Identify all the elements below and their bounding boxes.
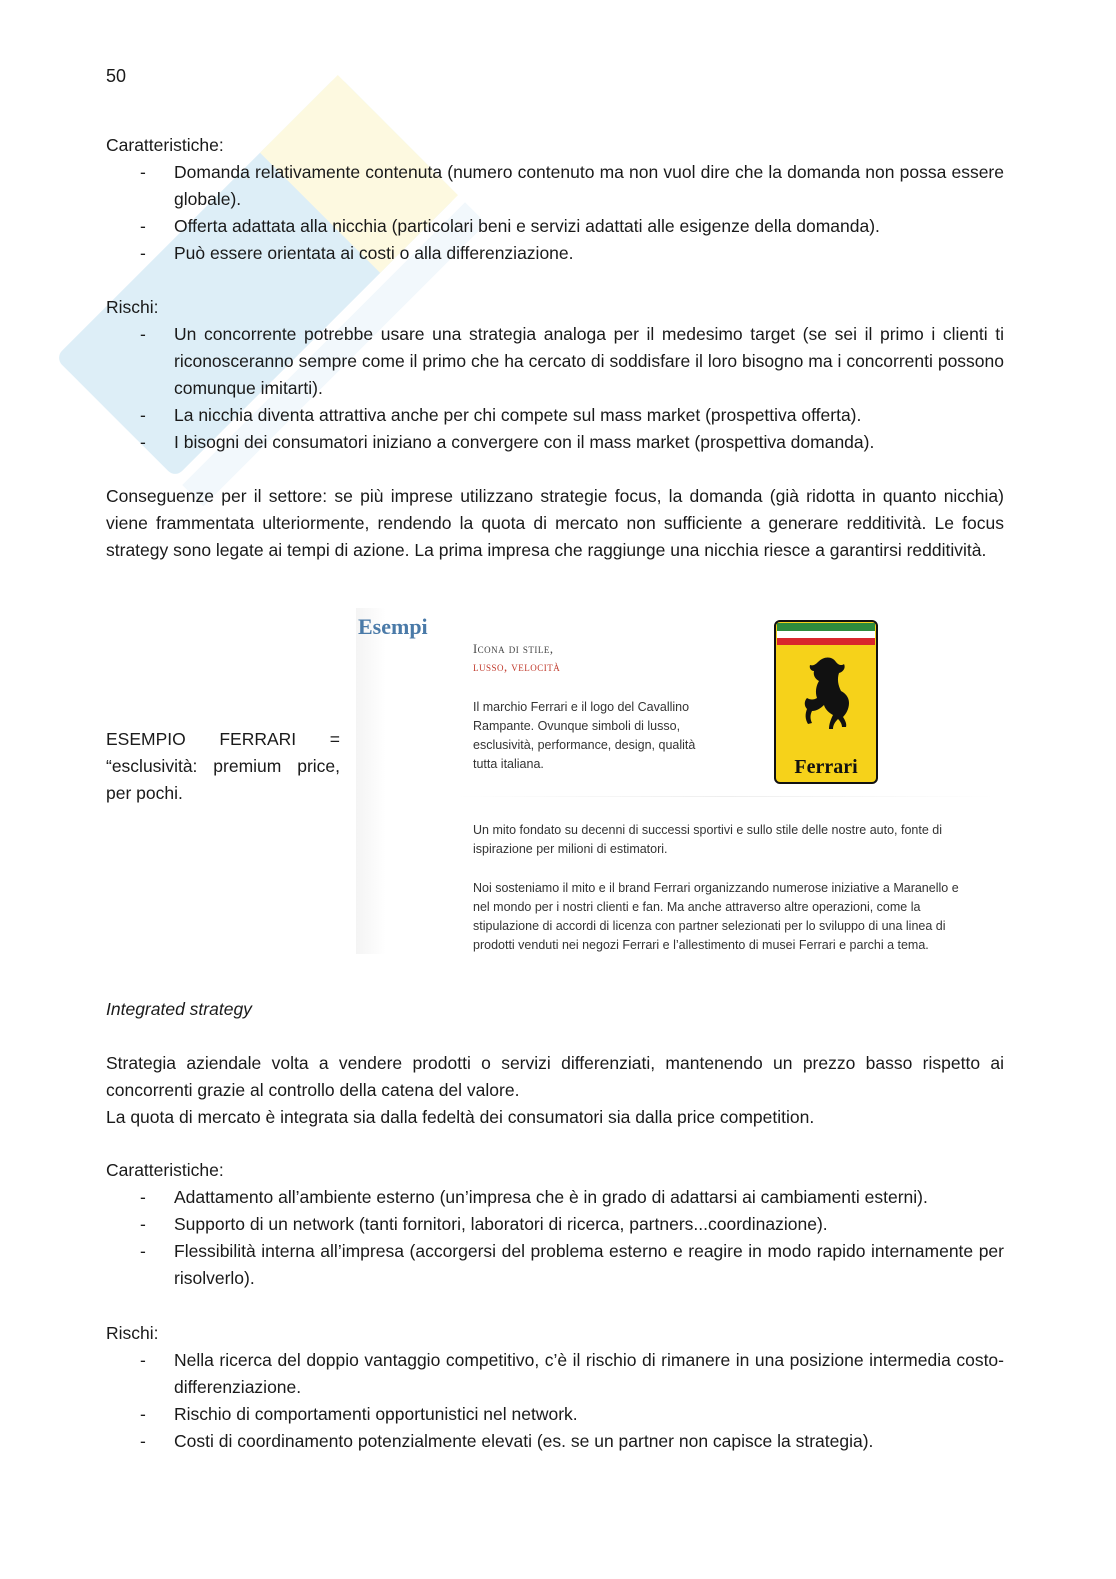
- focus-caratteristiche-heading: Caratteristiche:: [106, 135, 224, 155]
- integrated-strategy-title: Integrated strategy: [106, 999, 252, 1019]
- focus-rischi-heading: Rischi:: [106, 297, 159, 317]
- list-item: - Nella ricerca del doppio vantaggio competitivo, c’è il rischio di rimanere in una posizione intermedia costo-differenziazione.: [106, 1347, 1004, 1401]
- logo-text: Ferrari: [794, 756, 858, 778]
- panel-paragraph: Noi sosteniamo il mito e il brand Ferrari organizzando numerose iniziative a Maranello e nel mondo per i nostri clienti e fan. Ma anche attraverso altre operazioni, come la stipulazione di accordi di licenza con partner selezionati per lo sviluppo di una linea di prodotti venduti nei negozi Ferrari e l’allestimento di musei Ferrari e parchi a tema.: [473, 881, 959, 952]
- caption-word: ESEMPIO: [106, 729, 186, 749]
- integrated-caratteristiche-heading: Caratteristiche:: [106, 1160, 224, 1180]
- example-caption: [106, 726, 340, 807]
- conseguenze-paragraph: Conseguenze per il settore: se più imprese utilizzano strategie focus, la domanda (già ridotta in quanto nicchia) viene frammentata ulteriormente, rendendo la quota di mercato non sufficiente a generare redditività. Le focus strategy sono legate ai tempi di azione. La prima impresa che raggiunge una nicchia riesce a garantirsi redditività.: [106, 486, 1004, 560]
- focus-caratteristiche-list: [106, 159, 1004, 267]
- focus-rischi-list: [106, 321, 1004, 456]
- list-item: - Rischio di comportamenti opportunistici nel network.: [106, 1401, 1004, 1428]
- ferrari-example-panel: [356, 608, 1002, 954]
- focus-rischi-section: [106, 294, 1004, 456]
- list-item: - Domanda relativamente contenuta (numero contenuto ma non vuol dire che la domanda non possa essere globale).: [106, 159, 1004, 213]
- integrated-rischi-list: [106, 1347, 1004, 1455]
- panel-paragraph: Un mito fondato su decenni di successi sportivi e sullo stile delle nostre auto, fonte di ispirazione per milioni di estimatori.: [473, 823, 943, 856]
- list-item: - La nicchia diventa attrattiva anche per chi compete sul mass market (prospettiva offerta).: [106, 402, 1004, 429]
- focus-conseguenze: [106, 483, 1004, 564]
- panel-intro: Il marchio Ferrari e il logo del Cavallino Rampante. Ovunque simboli di lusso, esclusività, performance, design, qualità tutta italiana.: [473, 700, 696, 771]
- integrated-intro: [106, 1050, 1004, 1131]
- integrated-caratteristiche-list: [106, 1184, 1004, 1292]
- integrated-intro-paragraph: Strategia aziendale volta a vendere prodotti o servizi differenziati, mantenendo un prezzo basso rispetto ai concorrenti grazie al controllo della catena del valore.: [106, 1053, 1004, 1100]
- panel-subtitle: Icona di stile,: [473, 642, 554, 656]
- list-item: - Può essere orientata ai costi o alla differenziazione.: [106, 240, 1004, 267]
- list-item: - Offerta adattata alla nicchia (particolari beni e servizi adattati alle esigenze della domanda).: [106, 213, 1004, 240]
- page-number: 50: [106, 66, 127, 86]
- list-item: - I bisogni dei consumatori iniziano a convergere con il mass market (prospettiva domanda).: [106, 429, 1004, 456]
- integrated-intro-paragraph: La quota di mercato è integrata sia dalla fedeltà dei consumatori sia dalla price competition.: [106, 1107, 815, 1127]
- integrated-rischi-section: [106, 1320, 1004, 1455]
- list-item: - Costi di coordinamento potenzialmente elevati (es. se un partner non capisce la strategia).: [106, 1428, 1004, 1455]
- panel-subtitle-red: lusso, velocità: [473, 660, 561, 674]
- integrated-caratteristiche-section: [106, 1157, 1004, 1292]
- caption-word: =: [329, 729, 340, 749]
- list-item: - Supporto di un network (tanti fornitori, laboratori di ricerca, partners...coordinazione).: [106, 1211, 1004, 1238]
- list-item: - Flessibilità interna all’impresa (accorgersi del problema esterno e reagire in modo rapido internamente per risolverlo).: [106, 1238, 1004, 1292]
- list-item: - Adattamento all’ambiente esterno (un’impresa che è in grado di adattarsi ai cambiamenti esterni).: [106, 1184, 1004, 1211]
- caption-rest: “esclusività: premium price, per pochi.: [106, 756, 340, 803]
- integrated-rischi-heading: Rischi:: [106, 1323, 159, 1343]
- panel-divider: [456, 796, 996, 797]
- integrated-title-block: [106, 996, 1004, 1023]
- caption-word: FERRARI: [219, 729, 297, 749]
- panel-title: Esempi: [358, 614, 428, 639]
- focus-caratteristiche-section: [106, 132, 1004, 267]
- list-item: - Un concorrente potrebbe usare una strategia analoga per il medesimo target (se sei il primo i clienti ti riconosceranno sempre come il primo che ha cercato di soddisfare il loro bisogno ma i concorrenti possono comunque imitarti).: [106, 321, 1004, 402]
- ferrari-logo-icon: [774, 620, 878, 784]
